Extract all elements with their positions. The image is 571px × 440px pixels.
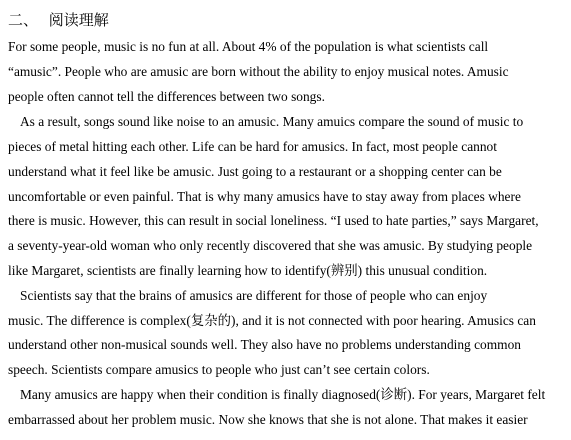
passage-line: Scientists say that the brains of amusics are different for those of people who can enjoy bbox=[20, 288, 488, 303]
passage-line: “amusic”. People who are amusic are born without the ability to enjoy musical notes. Amusic bbox=[8, 64, 509, 79]
passage-line: As a result, songs sound like noise to an amusic. Many amuics compare the sound of music to bbox=[20, 114, 524, 129]
passage-line: embarrassed about her problem music. Now she knows that she is not alone. That makes it easier bbox=[8, 412, 528, 427]
section-title: 阅读理解 bbox=[48, 11, 109, 29]
passage-line: speech. Scientists compare amusics to people who just can’t see certain colors. bbox=[8, 362, 430, 377]
section-heading bbox=[8, 10, 109, 30]
passage-line: music. The difference is complex(复杂的), and it is not connected with poor hearing. Amusics can bbox=[8, 313, 536, 328]
passage-line: understand what it feel like be amusic. Just going to a restaurant or a shopping center can be bbox=[8, 164, 502, 179]
passage-line: people often cannot tell the differences between two songs. bbox=[8, 89, 325, 104]
passage-line: there is music. However, this can result in social loneliness. “I used to hate parties,” says Margaret, bbox=[8, 213, 539, 228]
passage-line: a seventy-year-old woman who only recently discovered that she was amusic. By studying people bbox=[8, 238, 533, 253]
passage-line: For some people, music is no fun at all. About 4% of the population is what scientists call bbox=[8, 39, 489, 54]
passage-line: like Margaret, scientists are finally learning how to identify(辨别) this unusual condition. bbox=[8, 263, 488, 278]
section-number: 二、 bbox=[8, 11, 39, 29]
passage-line: pieces of metal hitting each other. Life can be hard for amusics. In fact, most people cannot bbox=[8, 139, 497, 154]
passage-line: uncomfortable or even painful. That is why many amusics have to stay away from places where bbox=[8, 189, 521, 204]
passage-line: Many amusics are happy when their condition is finally diagnosed(诊断). For years, Margaret felt bbox=[20, 387, 546, 402]
passage-line: understand other non-musical sounds well. They also have no problems understanding common bbox=[8, 337, 521, 352]
